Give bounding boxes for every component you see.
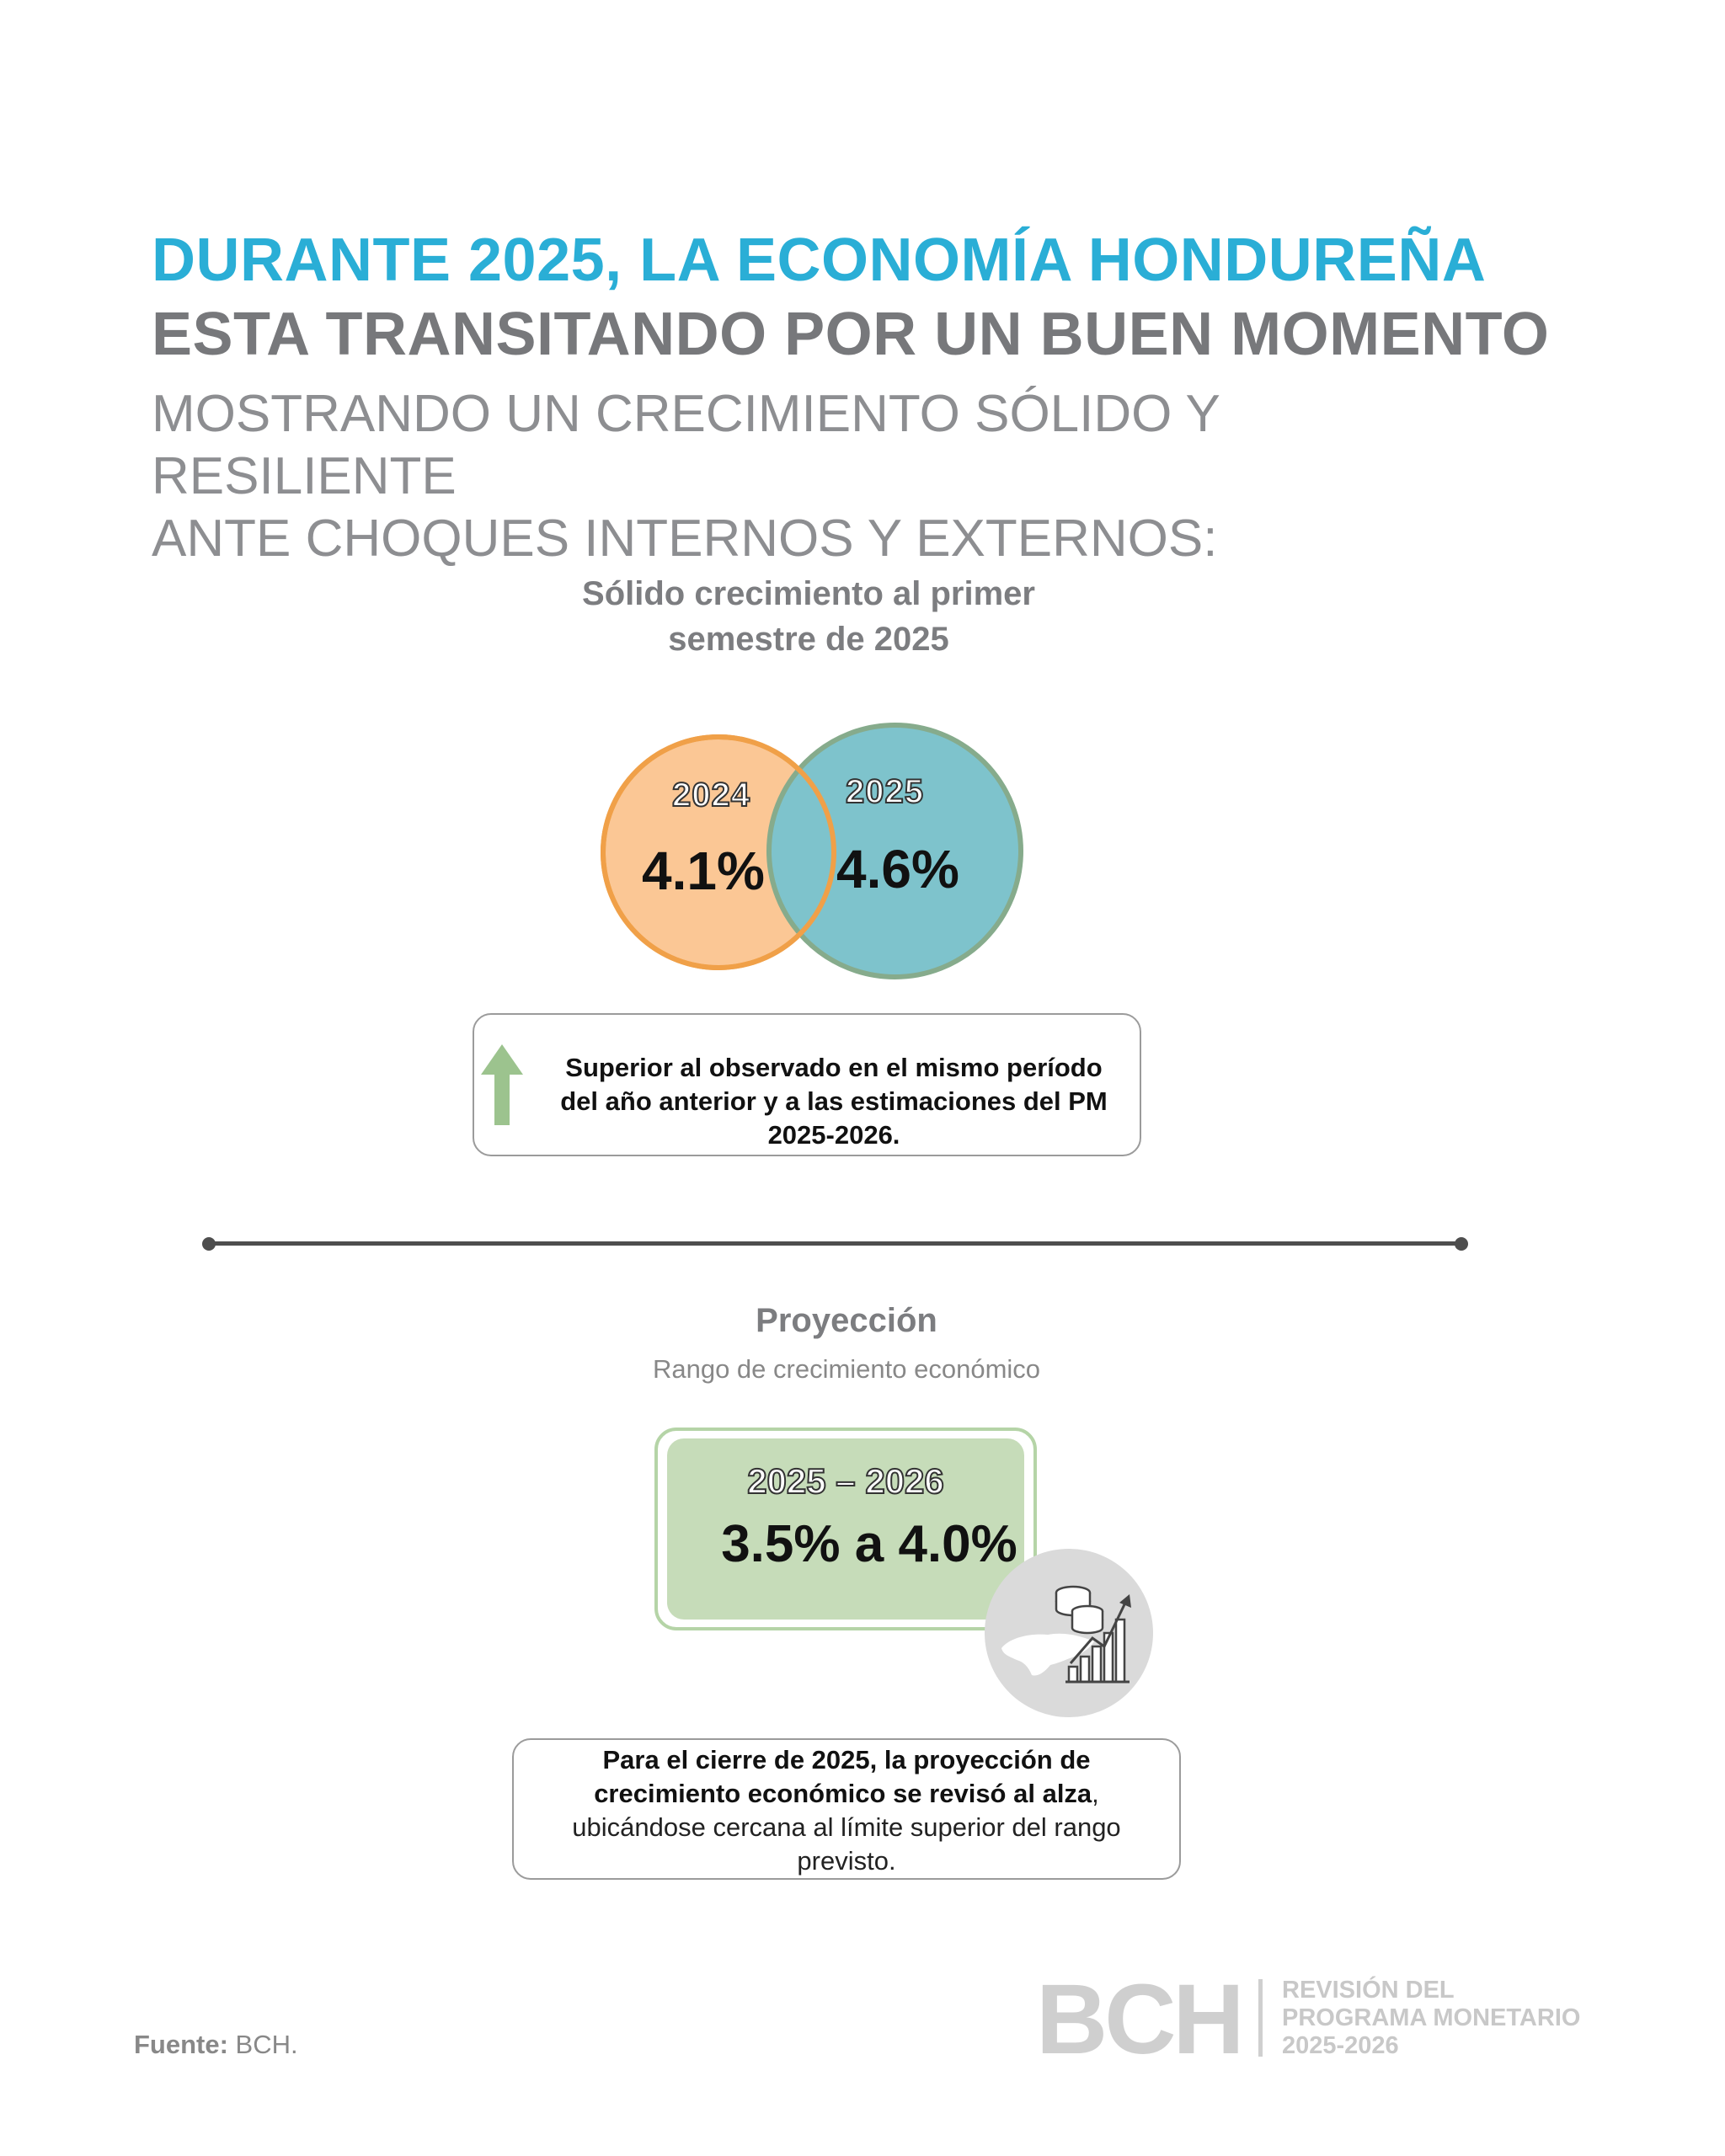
- range-value: 3.5% a 4.0%: [721, 1515, 1017, 1573]
- value-2025: 4.6%: [836, 839, 959, 899]
- headline-line-1: DURANTE 2025, LA ECONOMÍA HONDUREÑA: [152, 227, 1487, 294]
- source-note: [134, 2030, 298, 2060]
- year-2024-label: 2024: [672, 776, 750, 814]
- projection-note-line-3: ubicándose cercana al límite superior del rango: [572, 1812, 1121, 1842]
- range-period: 2025 – 2026: [747, 1461, 944, 1501]
- logo-separator: [1258, 1979, 1263, 2057]
- year-2025-label: 2025: [846, 773, 924, 810]
- headline-subtext-line-1: MOSTRANDO UN CRECIMIENTO SÓLIDO Y RESILIENTE: [152, 385, 1220, 505]
- bch-logo: BCH: [1036, 1964, 1242, 2075]
- source-value: BCH.: [227, 2030, 298, 2059]
- logo-caption-line-1: REVISIÓN DEL: [1282, 1977, 1455, 2004]
- projection-subtitle: Rango de crecimiento económico: [652, 1354, 1041, 1384]
- growth-note-line-2: del año anterior y a las estimaciones del PM: [560, 1086, 1108, 1116]
- logo-caption-line-3: 2025-2026: [1282, 2032, 1399, 2059]
- projection-note-bold: crecimiento económico se revisó al alza: [594, 1779, 1092, 1808]
- divider-dot-left: [202, 1237, 216, 1251]
- growth-title-line-1: Sólido crecimiento al primer: [582, 575, 1035, 612]
- growth-note-line-3: 2025-2026.: [767, 1120, 900, 1150]
- source-label: Fuente:: [134, 2030, 228, 2059]
- value-2024: 4.1%: [642, 841, 765, 901]
- growth-note-text: [531, 1051, 1137, 1152]
- projection-note-comma: ,: [1092, 1779, 1099, 1808]
- growth-title: [0, 571, 1617, 662]
- growth-title-line-2: semestre de 2025: [668, 621, 949, 658]
- projection-note-line-2: [531, 1777, 1162, 1811]
- divider-dot-right: [1455, 1237, 1468, 1251]
- projection-note-line-1: Para el cierre de 2025, la proyección de: [602, 1745, 1091, 1774]
- headline-subtext: [152, 383, 1499, 570]
- headline-subtext-line-2: ANTE CHOQUES INTERNOS Y EXTERNOS:: [152, 510, 1218, 568]
- projection-note-line-4: previsto.: [797, 1846, 896, 1876]
- projection-note-text: [531, 1743, 1162, 1878]
- up-arrow-icon: [481, 1044, 523, 1125]
- logo-caption-line-2: PROGRAMA MONETARIO: [1282, 2004, 1581, 2031]
- honduras-map-growth-icon: [985, 1549, 1153, 1717]
- section-divider: [207, 1241, 1462, 1246]
- projection-title: Proyección: [756, 1302, 937, 1339]
- headline-line-2: ESTA TRANSITANDO POR UN BUEN MOMENTO: [152, 301, 1550, 368]
- growth-note-line-1: Superior al observado en el mismo período: [565, 1053, 1103, 1082]
- logo-caption: [1282, 1977, 1580, 2060]
